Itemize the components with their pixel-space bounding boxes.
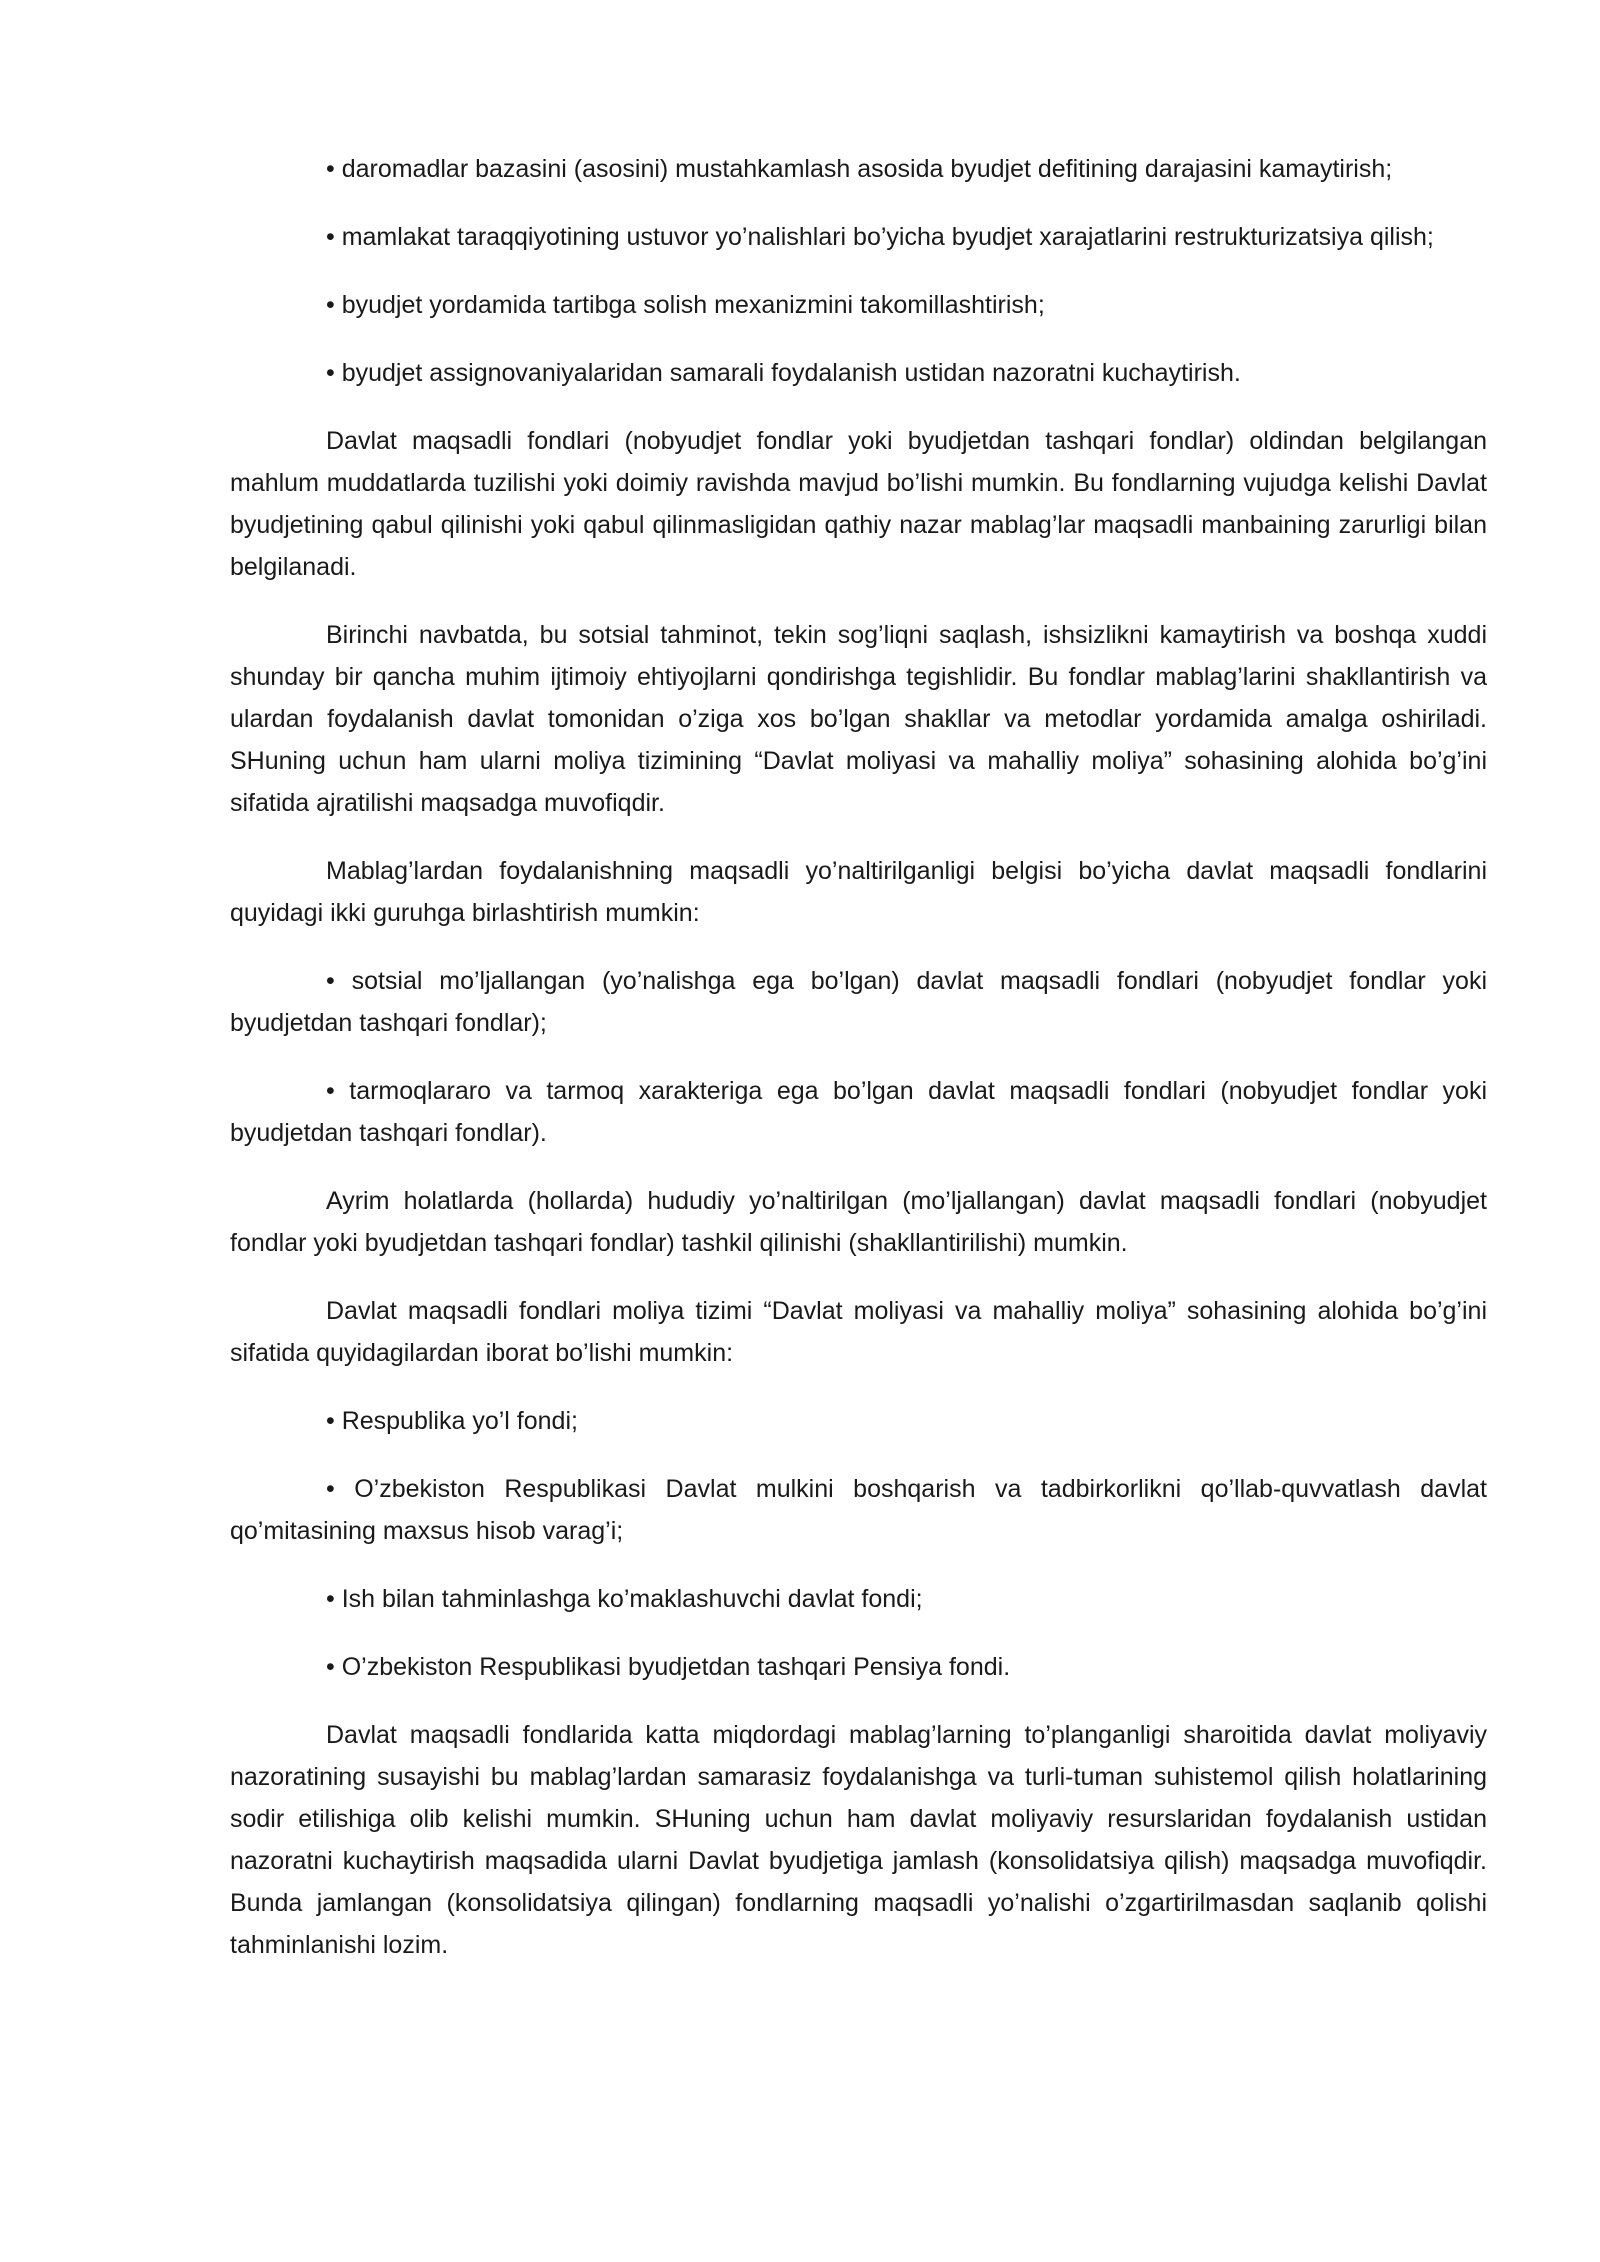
body-paragraph: Mablag’lardan foydalanishning maqsadli yo’naltirilganligi belgisi bo’yicha davlat maqsadli fondlarini quyidagi ikki guruhga birlashtirish mumkin: [230,857,1487,927]
bullet-paragraph: • sotsial mo’ljallangan (yo’nalishga ega bo’lgan) davlat maqsadli fondlari (nobyudjet fondlar yoki byudjetdan tashqari fondlar); [230,967,1487,1037]
bullet-paragraph: • O’zbekiston Respublikasi Davlat mulkini boshqarish va tadbirkorlikni qo’llab-quvvatlash davlat qo’mitasining maxsus hisob varag’i; [230,1475,1487,1545]
bullet-paragraph: • byudjet assignovaniyalaridan samarali foydalanish ustidan nazoratni kuchaytirish. [326,359,1241,387]
document-page [230,148,1487,1966]
bullet-paragraph: • daromadlar bazasini (asosini) mustahkamlash asosida byudjet defitining darajasini kamaytirish; [326,155,1393,183]
bullet-paragraph: • tarmoqlararo va tarmoq xarakteriga ega bo’lgan davlat maqsadli fondlari (nobyudjet fondlar yoki byudjetdan tashqari fondlar). [230,1077,1487,1147]
body-paragraph: Davlat maqsadli fondlari (nobyudjet fondlar yoki byudjetdan tashqari fondlar) oldindan belgilangan mahlum muddatlarda tuzilishi yoki doimiy ravishda mavjud bo’lishi mumkin. Bu fondlarning vujudga kelishi Davlat byudjetining qabul qilinishi yoki qabul qilinmasligidan qathiy nazar mablag’lar maqsadli manbaining zarurligi bilan belgilanadi. [230,427,1487,581]
body-paragraph: Davlat maqsadli fondlari moliya tizimi “Davlat moliyasi va mahalliy moliya” sohasining alohida bo’g’ini sifatida quyidagilardan iborat bo’lishi mumkin: [230,1297,1487,1367]
bullet-paragraph: • O’zbekiston Respublikasi byudjetdan tashqari Pensiya fondi. [326,1653,1011,1681]
bullet-paragraph: • mamlakat taraqqiyotining ustuvor yo’nalishlari bo’yicha byudjet xarajatlarini restrukturizatsiya qilish; [326,223,1434,251]
bullet-paragraph: • Ish bilan tahminlashga ko’maklashuvchi davlat fondi; [326,1585,923,1613]
body-paragraph: Davlat maqsadli fondlarida katta miqdordagi mablag’larning to’planganligi sharoitida davlat moliyaviy nazoratining susayishi bu mablag’lardan samarasiz foydalanishga va turli-tuman suhistemol qilish holatlarining sodir etilishiga olib kelishi mumkin. SHuning uchun ham davlat moliyaviy resurslaridan foydalanish ustidan nazoratni kuchaytirish maqsadida ularni Davlat byudjetiga jamlash (konsolidatsiya qilish) maqsadga muvofiqdir. Bunda jamlangan (konsolidatsiya qilingan) fondlarning maqsadli yo’nalishi o’zgartirilmasdan saqlanib qolishi tahminlanishi lozim. [230,1721,1487,1959]
bullet-paragraph: • byudjet yordamida tartibga solish mexanizmini takomillashtirish; [326,291,1045,319]
body-paragraph: Ayrim holatlarda (hollarda) hududiy yo’naltirilgan (mo’ljallangan) davlat maqsadli fondlari (nobyudjet fondlar yoki byudjetdan tashqari fondlar) tashkil qilinishi (shakllantirilishi) mumkin. [230,1187,1487,1257]
bullet-paragraph: • Respublika yo’l fondi; [326,1407,578,1435]
body-paragraph: Birinchi navbatda, bu sotsial tahminot, tekin sog’liqni saqlash, ishsizlikni kamaytirish va boshqa xuddi shunday bir qancha muhim ijtimoiy ehtiyojlarni qondirishga tegishlidir. Bu fondlar mablag’larini shakllantirish va ulardan foydalanish davlat tomonidan o’ziga xos bo’lgan shakllar va metodlar yordamida amalga oshiriladi. SHuning uchun ham ularni moliya tizimining “Davlat moliyasi va mahalliy moliya” sohasining alohida bo’g’ini sifatida ajratilishi maqsadga muvofiqdir. [230,621,1487,817]
